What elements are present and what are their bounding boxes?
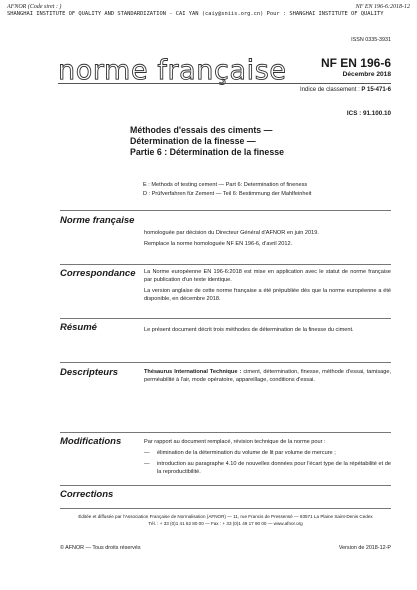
norme-remplace: Remplace la norme homologuée NF EN 196-6, d'avril 2012. — [144, 241, 293, 247]
section-label-correspondance: Correspondance — [60, 268, 136, 279]
title-line-1: Méthodes d'essais des ciments — — [130, 125, 273, 135]
section-text-modifications — [144, 438, 391, 476]
title-line-3: Partie 6 : Détermination de la finesse — [130, 146, 284, 157]
title-translations — [143, 181, 311, 198]
classement-value: P 15-471-6 — [361, 87, 391, 93]
document-date: Décembre 2018 — [342, 71, 391, 78]
section-label-descripteurs: Descripteurs — [60, 367, 119, 378]
section-label-corrections: Corrections — [60, 489, 114, 500]
norme-homologation: homologuée par décision du Directeur Général d'AFNOR en juin 2019. — [144, 230, 319, 236]
descripteurs-prefix: Thésaurus International Technique : — [144, 369, 242, 375]
resume-paragraph: Le présent document décrit trois méthodes de détermination de la finesse du ciment. — [144, 327, 354, 333]
list-item — [144, 449, 391, 457]
section-divider — [60, 362, 391, 363]
watermark-line-2 — [7, 11, 410, 17]
modification-item-1: élimination de la détermination du volume de lit par volume de mercure ; — [157, 450, 336, 456]
document-version: Version de 2018-12-P — [338, 545, 391, 551]
publisher-address: Éditée et diffusée par l'Association Française de Normalisation (AFNOR) — 11, rue Francis de Pressensé — 93571 La Plaine Saint-Denis Cedex — [78, 514, 373, 519]
classement-index — [300, 87, 391, 93]
list-dash: — — [144, 450, 150, 456]
footer-divider — [60, 508, 391, 509]
section-text-descripteurs — [144, 368, 391, 384]
copyright-notice: © AFNOR — Tous droits réservés — [60, 545, 141, 551]
section-text-norme — [144, 229, 391, 248]
section-label-modifications: Modifications — [60, 436, 122, 447]
list-item — [144, 460, 391, 476]
watermark-doc-ref: NF EN 196-6:2018-12 — [355, 4, 410, 10]
watermark-line-1 — [7, 4, 410, 10]
section-label-resume: Résumé — [60, 322, 97, 333]
publisher-contact: Tél. : + 33 (0)1 41 62 80 00 — Fax : + 33 (0)1 49 17 90 00 — www.afnor.org — [148, 521, 303, 526]
modification-item-2: introduction au paragraphe 4.10 de nouvelles données pour l'écart type de la répétabilité et de la reproductibilité. — [157, 461, 391, 475]
title-german: D : Prüfverfahren für Zement — Teil 6: Bestimmung der Mahlfeinheit — [143, 190, 312, 197]
section-text-correspondance — [144, 268, 391, 303]
section-divider — [60, 432, 391, 433]
correspondance-paragraph-2: La version anglaise de cette norme française a été prépubliée dès que la norme européenne a été disponible, en décembre 2018. — [144, 288, 391, 302]
title-line-2: Détermination de la finesse — — [130, 135, 256, 146]
watermark-licensee: SHANGHAI INSTITUTE OF QUALITY AND STANDARDIZATION - CAI YAN (caiy@sniis.org.cn) Pour : SHANGHAI INSTITUTE OF QUALITY — [7, 11, 384, 17]
descripteurs-paragraph — [144, 368, 391, 384]
brand-title: norme française — [58, 55, 287, 86]
section-divider — [60, 485, 391, 486]
header-divider — [58, 83, 391, 84]
ics-code: ICS : 91.100.10 — [346, 110, 391, 117]
correspondance-paragraph-1: La Norme européenne EN 196-6:2018 est mise en application avec le statut de norme française par publication d'un texte identique. — [144, 269, 391, 283]
section-label-norme: Norme française — [60, 215, 135, 226]
document-number: NF EN 196-6 — [320, 56, 391, 70]
modifications-intro: Par rapport au document remplacé, révision technique de la norme pour : — [144, 439, 326, 445]
section-text-resume — [144, 326, 391, 334]
section-divider — [60, 210, 391, 211]
descripteurs-keywords: ciment, détermination, finesse, méthode d'essai, tamisage, perméabilité à l'air, mode opératoire, appareillage, conditions d'essai. — [144, 369, 391, 383]
classement-label: Indice de classement : — [300, 87, 360, 93]
title-english: E : Methods of testing cement — Part 6: Determination of fineness — [143, 182, 308, 188]
section-divider — [60, 318, 391, 319]
section-divider — [60, 264, 391, 265]
issn: ISSN 0335-3931 — [351, 37, 391, 43]
list-dash: — — [144, 461, 150, 467]
document-title — [130, 125, 284, 157]
watermark-owner: AFNOR (Code siret : ) — [7, 4, 62, 10]
